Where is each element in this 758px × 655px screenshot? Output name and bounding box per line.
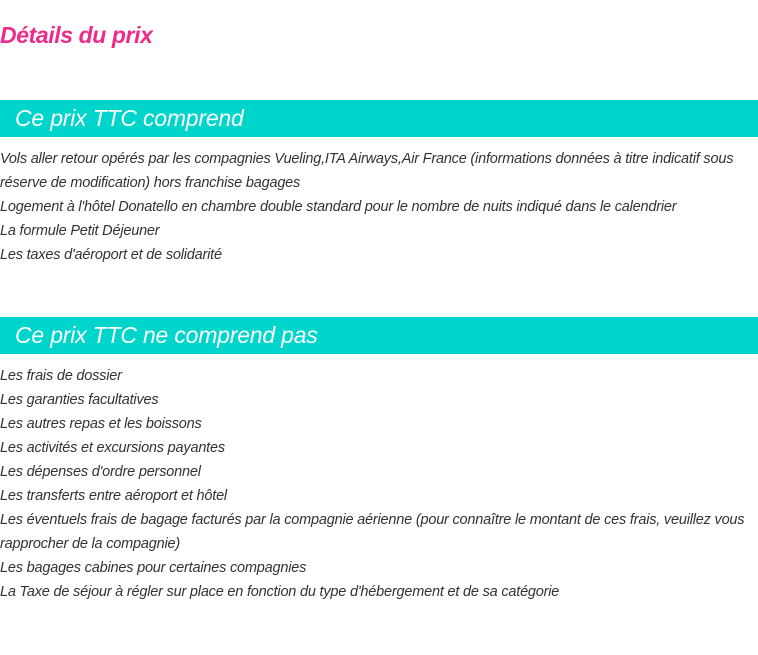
included-section-title: Ce prix TTC comprend [15,105,244,131]
included-item: Les taxes d'aéroport et de solidarité [0,247,222,263]
page-title: Détails du prix [0,22,153,48]
included-items-list [0,147,758,267]
excluded-items-list [0,364,758,604]
excluded-item: Les garanties facultatives [0,392,159,408]
included-item: Vols aller retour opérés par les compagnies Vueling,ITA Airways,Air France (informations données à titre indicatif sous réserve de modification) hors franchise bagages [0,151,734,191]
included-item: La formule Petit Déjeuner [0,223,160,239]
excluded-item: Les dépenses d'ordre personnel [0,464,201,480]
excluded-item: Les transferts entre aéroport et hôtel [0,488,227,504]
excluded-item: Les éventuels frais de bagage facturés par la compagnie aérienne (pour connaître le montant de ces frais, veuillez vous rapprocher de la compagnie) [0,512,745,552]
excluded-item: La Taxe de séjour à régler sur place en fonction du type d'hébergement et de sa catégorie [0,584,560,600]
excluded-item: Les frais de dossier [0,368,122,384]
excluded-item: Les autres repas et les boissons [0,416,202,432]
included-item: Logement à l'hôtel Donatello en chambre double standard pour le nombre de nuits indiqué dans le calendrier [0,199,677,215]
excluded-section-header [0,317,758,354]
excluded-item: Les activités et excursions payantes [0,440,225,456]
excluded-section-title: Ce prix TTC ne comprend pas [15,322,318,348]
included-section-header [0,100,758,137]
excluded-item: Les bagages cabines pour certaines compagnies [0,560,307,576]
